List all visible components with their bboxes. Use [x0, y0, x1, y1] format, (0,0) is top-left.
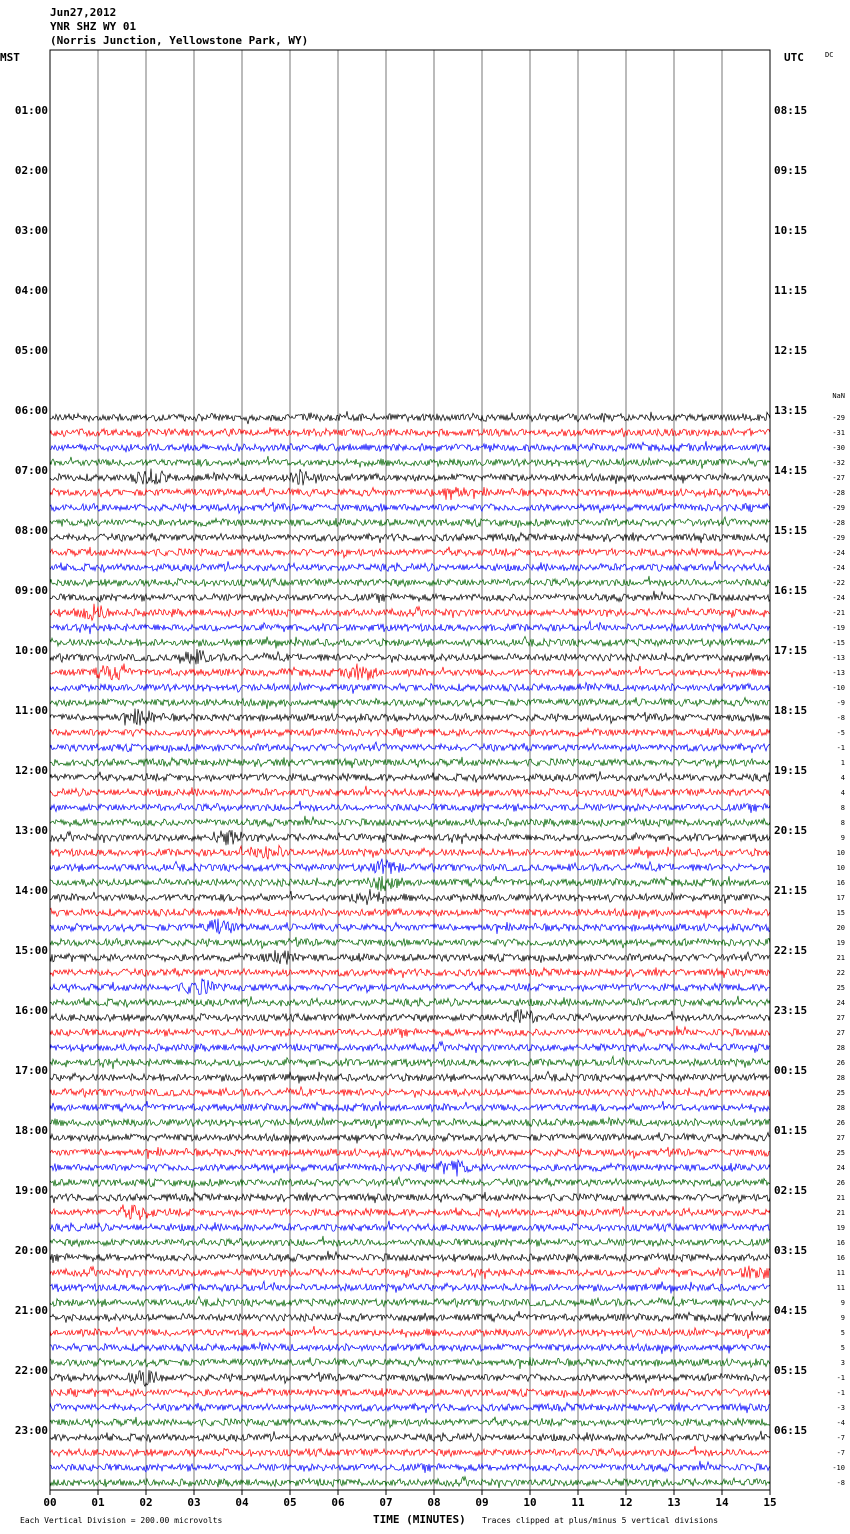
row-offset-label: 25 — [836, 1149, 845, 1157]
trace-row — [50, 1132, 770, 1144]
trace-row — [50, 1296, 770, 1307]
row-offset-label: 4 — [840, 774, 845, 782]
right-hour-label: 09:15 — [774, 164, 808, 177]
trace-row — [50, 441, 770, 452]
row-offset-label: -3 — [836, 1404, 845, 1412]
trace-row — [50, 561, 770, 573]
trace-row — [50, 649, 770, 664]
right-hour-label: 02:15 — [774, 1184, 808, 1197]
right-hour-label: 05:15 — [774, 1364, 808, 1377]
location-label: (Norris Junction, Yellowstone Park, WY) — [50, 34, 309, 47]
row-offset-label: -29 — [832, 534, 845, 542]
right-hour-label: 11:15 — [774, 284, 808, 297]
left-hour-label: 19:00 — [14, 1184, 48, 1197]
trace-row — [50, 967, 770, 978]
left-timezone-label: MST — [0, 51, 20, 64]
trace-row — [50, 683, 770, 694]
trace-row — [50, 1311, 770, 1323]
row-offset-label: -7 — [836, 1434, 845, 1442]
left-hour-label: 11:00 — [14, 704, 48, 717]
right-hour-label: 20:15 — [774, 824, 808, 837]
row-offset-label: -13 — [832, 654, 845, 662]
x-tick-label: 05 — [283, 1496, 297, 1509]
trace-row — [50, 950, 770, 964]
row-offset-label: 26 — [836, 1179, 845, 1187]
x-tick-label: 00 — [43, 1496, 57, 1509]
row-offset-label: -9 — [836, 699, 845, 707]
row-offset-label: 9 — [840, 1314, 845, 1322]
trace-row — [50, 411, 770, 424]
row-offset-label: 16 — [836, 1254, 845, 1262]
station-label: YNR SHZ WY 01 — [50, 20, 137, 33]
row-offset-label: 10 — [836, 864, 845, 872]
trace-row — [50, 816, 770, 827]
right-hour-label: 04:15 — [774, 1304, 808, 1317]
row-offset-label: -28 — [832, 489, 845, 497]
left-hour-label: 03:00 — [14, 224, 48, 237]
left-hour-label: 18:00 — [14, 1124, 48, 1137]
x-tick-label: 03 — [187, 1496, 201, 1509]
x-tick-label: 06 — [331, 1496, 345, 1509]
row-offset-label: 8 — [840, 819, 845, 827]
row-offset-label: 9 — [840, 1299, 845, 1307]
trace-row — [50, 709, 770, 726]
left-hour-label: 23:00 — [14, 1424, 48, 1437]
trace-row — [50, 801, 770, 813]
row-offset-label: -21 — [832, 609, 845, 617]
row-offset-label: 11 — [836, 1269, 845, 1277]
trace-row — [50, 1388, 770, 1398]
x-tick-label: 12 — [619, 1496, 633, 1509]
x-tick-label: 02 — [139, 1496, 153, 1509]
row-offset-label: 10 — [836, 849, 845, 857]
left-hour-label: 10:00 — [14, 644, 48, 657]
row-offset-label: 17 — [836, 894, 845, 902]
trace-row — [50, 1087, 770, 1098]
row-offset-label: -5 — [836, 729, 845, 737]
row-offset-label: 5 — [840, 1329, 845, 1337]
row-offset-label: -4 — [836, 1419, 845, 1427]
trace-row — [50, 876, 770, 891]
trace-row — [50, 1370, 770, 1386]
trace-row — [50, 1326, 770, 1339]
trace-row — [50, 1417, 770, 1428]
trace-row — [50, 456, 770, 469]
row-offset-label: 28 — [836, 1074, 845, 1082]
right-hour-label: 00:15 — [774, 1064, 808, 1077]
x-tick-label: 14 — [715, 1496, 729, 1509]
row-offset-label: 26 — [836, 1059, 845, 1067]
left-hour-label: 09:00 — [14, 584, 48, 597]
trace-row — [50, 771, 770, 782]
row-offset-label: -1 — [836, 1374, 845, 1382]
row-offset-label: -1 — [836, 1389, 845, 1397]
trace-row — [50, 1160, 770, 1176]
left-hour-label: 05:00 — [14, 344, 48, 357]
x-tick-label: 10 — [523, 1496, 537, 1509]
right-hour-label: 21:15 — [774, 884, 808, 897]
trace-row — [50, 757, 770, 768]
left-hour-label: 21:00 — [14, 1304, 48, 1317]
row-offset-label: -10 — [832, 684, 845, 692]
trace-row — [50, 1477, 770, 1488]
row-offset-label: 28 — [836, 1104, 845, 1112]
row-offset-label: -24 — [832, 549, 845, 557]
row-offset-label: 1 — [840, 759, 845, 767]
trace-row — [50, 1357, 770, 1369]
trace-row — [50, 636, 770, 648]
trace-row — [50, 1343, 770, 1355]
row-offset-label: -15 — [832, 639, 845, 647]
trace-row — [50, 1446, 770, 1457]
x-tick-label: 01 — [91, 1496, 105, 1509]
clipping-note: Traces clipped at plus/minus 5 vertical divisions — [482, 1516, 719, 1525]
row-offset-label: 25 — [836, 984, 845, 992]
trace-row — [50, 1221, 770, 1232]
trace-row — [50, 830, 770, 845]
trace-row — [50, 427, 770, 437]
row-offset-label: 25 — [836, 1089, 845, 1097]
row-offset-label: 27 — [836, 1014, 845, 1022]
x-tick-label: 09 — [475, 1496, 489, 1509]
x-tick-label: 15 — [763, 1496, 777, 1509]
x-tick-label: 11 — [571, 1496, 585, 1509]
trace-row — [50, 517, 770, 528]
left-hour-label: 17:00 — [14, 1064, 48, 1077]
row-offset-label: -24 — [832, 594, 845, 602]
row-offset-label: -27 — [832, 474, 845, 482]
row-offset-label: 19 — [836, 1224, 845, 1232]
left-hour-label: 06:00 — [14, 404, 48, 417]
x-tick-label: 04 — [235, 1496, 249, 1509]
row-offset-label: 21 — [836, 1194, 845, 1202]
left-hour-label: 07:00 — [14, 464, 48, 477]
trace-row — [50, 1402, 770, 1413]
right-hour-label: 13:15 — [774, 404, 808, 417]
trace-row — [50, 1118, 770, 1129]
trace-row — [50, 1071, 770, 1083]
right-hour-label: 14:15 — [774, 464, 808, 477]
right-hour-label: 16:15 — [774, 584, 808, 597]
row-offset-label: -29 — [832, 414, 845, 422]
trace-row — [50, 487, 770, 500]
row-offset-label: -32 — [832, 459, 845, 467]
row-offset-label: 15 — [836, 909, 845, 917]
row-offset-label: 26 — [836, 1119, 845, 1127]
row-offset-label: 16 — [836, 1239, 845, 1247]
row-offset-label: 28 — [836, 1044, 845, 1052]
right-hour-label: 12:15 — [774, 344, 808, 357]
row-offset-label: -22 — [832, 579, 845, 587]
row-offset-label: 16 — [836, 879, 845, 887]
row-offset-label: 9 — [840, 834, 845, 842]
left-hour-label: 15:00 — [14, 944, 48, 957]
row-offset-label: 3 — [840, 1359, 845, 1367]
x-tick-label: 08 — [427, 1496, 441, 1509]
trace-row — [50, 664, 770, 681]
row-offset-label: -30 — [832, 444, 845, 452]
trace-row — [50, 697, 770, 709]
trace-row — [50, 996, 770, 1008]
trace-row — [50, 1431, 770, 1443]
x-tick-label: 07 — [379, 1496, 393, 1509]
left-hour-label: 04:00 — [14, 284, 48, 297]
trace-row — [50, 728, 770, 738]
row-offset-label: 5 — [840, 1344, 845, 1352]
row-offset-label: -10 — [832, 1464, 845, 1472]
left-hour-label: 22:00 — [14, 1364, 48, 1377]
row-offset-label: 21 — [836, 1209, 845, 1217]
right-hour-label: 23:15 — [774, 1004, 808, 1017]
corner-label: DC — [825, 51, 834, 59]
trace-row — [50, 1251, 770, 1263]
row-offset-label: 27 — [836, 1029, 845, 1037]
left-hour-label: 13:00 — [14, 824, 48, 837]
trace-row — [50, 1009, 770, 1023]
trace-row — [50, 604, 770, 621]
plot-frame — [50, 50, 770, 1490]
trace-row — [50, 919, 770, 935]
left-hour-label: 02:00 — [14, 164, 48, 177]
trace-row — [50, 1236, 770, 1247]
right-hour-label: 22:15 — [774, 944, 808, 957]
row-offset-label: 24 — [836, 999, 845, 1007]
left-hour-label: 14:00 — [14, 884, 48, 897]
right-hour-label: 15:15 — [774, 524, 808, 537]
x-tick-label: 13 — [667, 1496, 681, 1509]
row-offset-label: -8 — [836, 714, 845, 722]
trace-row — [50, 889, 770, 905]
row-offset-label: 20 — [836, 924, 845, 932]
row-offset-label: -31 — [832, 429, 845, 437]
row-offset-label: 24 — [836, 1164, 845, 1172]
trace-row — [50, 908, 770, 920]
trace-row — [50, 937, 770, 949]
right-hour-label: 19:15 — [774, 764, 808, 777]
trace-row — [50, 1192, 770, 1203]
trace-row — [50, 621, 770, 634]
right-hour-label: 17:15 — [774, 644, 808, 657]
right-hour-label: 06:15 — [774, 1424, 808, 1437]
row-offset-label: -29 — [832, 504, 845, 512]
row-offset-label: -24 — [832, 564, 845, 572]
row-offset-label: -1 — [836, 744, 845, 752]
trace-row — [50, 1266, 770, 1279]
trace-row — [50, 1026, 770, 1038]
trace-row — [50, 845, 770, 859]
right-hour-label: 01:15 — [774, 1124, 808, 1137]
row-offset-label: 21 — [836, 954, 845, 962]
vertical-division-note: Each Vertical Division = 200.00 microvolts — [20, 1516, 223, 1525]
trace-row — [50, 532, 770, 543]
seismogram-traces — [50, 411, 770, 1488]
row-offset-label: 4 — [840, 789, 845, 797]
row-offset-label: 19 — [836, 939, 845, 947]
trace-row — [50, 742, 770, 753]
trace-row — [50, 979, 770, 995]
left-hour-label: 20:00 — [14, 1244, 48, 1257]
trace-row — [50, 502, 770, 514]
right-hour-label: 08:15 — [774, 104, 808, 117]
right-hour-label: 18:15 — [774, 704, 808, 717]
trace-row — [50, 1056, 770, 1069]
trace-row — [50, 547, 770, 558]
right-timezone-label: UTC — [784, 51, 804, 64]
x-axis-title: TIME (MINUTES) — [373, 1513, 466, 1526]
trace-row — [50, 469, 770, 486]
row-offset-label: -7 — [836, 1449, 845, 1457]
trace-row — [50, 1147, 770, 1159]
left-hour-label: 12:00 — [14, 764, 48, 777]
trace-row — [50, 576, 770, 587]
row-offset-label: -13 — [832, 669, 845, 677]
row-offset-label: 27 — [836, 1134, 845, 1142]
right-hour-label: 03:15 — [774, 1244, 808, 1257]
trace-row — [50, 786, 770, 797]
trace-row — [50, 1101, 770, 1113]
row-offset-label: -8 — [836, 1479, 845, 1487]
left-hour-label: 08:00 — [14, 524, 48, 537]
trace-row — [50, 591, 770, 603]
axis-labels — [0, 51, 845, 1526]
row-offset-label: -28 — [832, 519, 845, 527]
offset-column-header: NaN — [832, 392, 845, 400]
date-label: Jun27,2012 — [50, 6, 117, 19]
right-hour-label: 10:15 — [774, 224, 808, 237]
trace-row — [50, 1205, 770, 1221]
row-offset-label: 8 — [840, 804, 845, 812]
trace-row — [50, 1177, 770, 1188]
left-hour-label: 16:00 — [14, 1004, 48, 1017]
trace-row — [50, 1281, 770, 1293]
trace-row — [50, 1042, 770, 1053]
trace-row — [50, 1461, 770, 1473]
left-hour-label: 01:00 — [14, 104, 48, 117]
trace-row — [50, 859, 770, 874]
row-offset-label: -19 — [832, 624, 845, 632]
row-offset-label: 22 — [836, 969, 845, 977]
row-offset-label: 11 — [836, 1284, 845, 1292]
